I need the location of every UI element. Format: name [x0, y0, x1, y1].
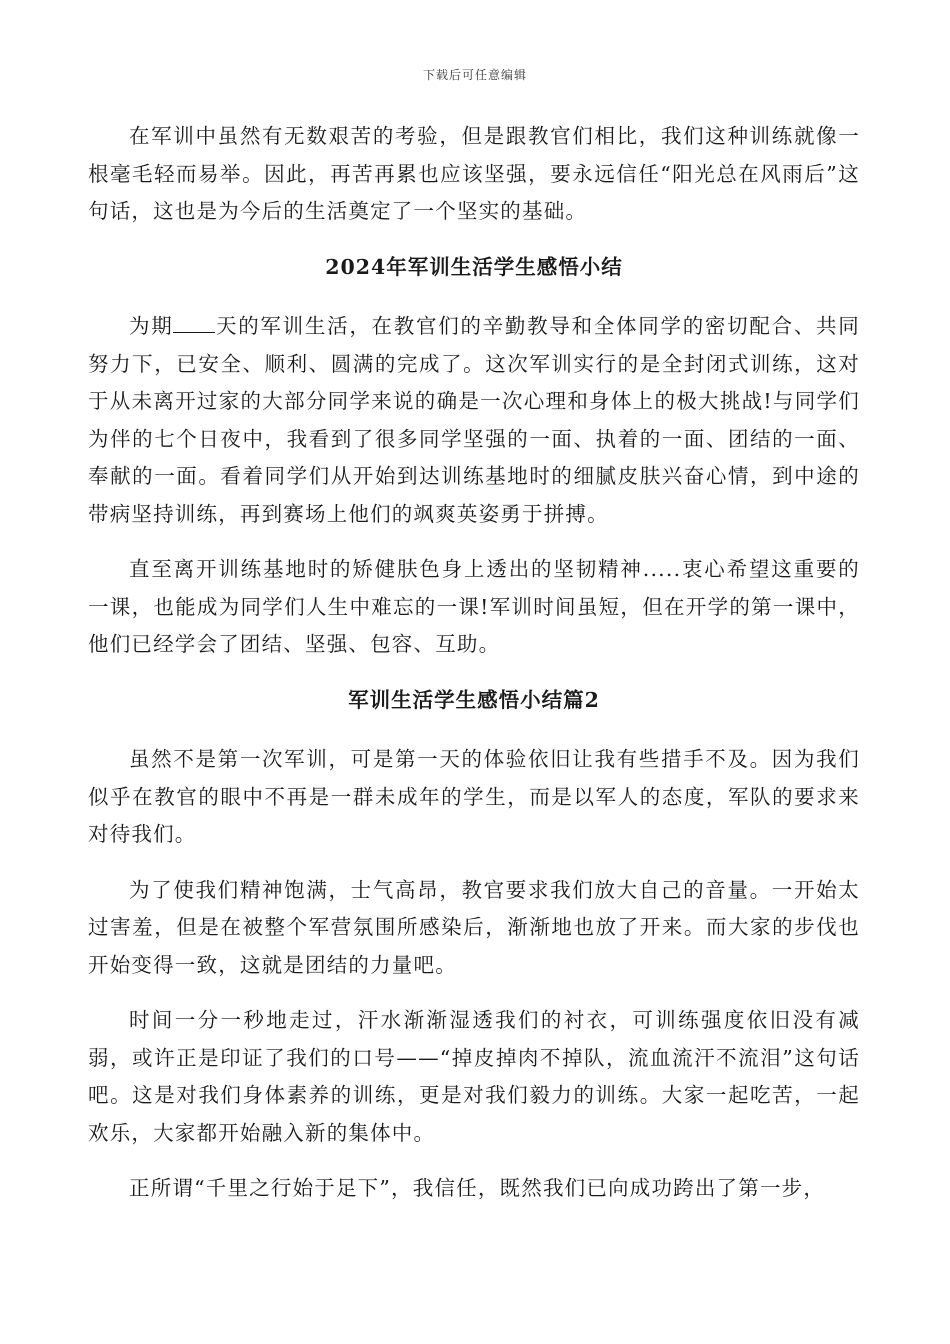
section2-paragraph-3: 时间一分一秒地走过，汗水渐渐湿透我们的衬衣，可训练强度依旧没有减弱，或许正是印证了我们的口号——“掉皮掉肉不掉队，流血流汗不流泪”这句话吧。这是对我们身体素养的训练，更是对我们毅力的训练。大家一起吃苦，一起欢乐，大家都开始融入新的集体中。 [88, 1008, 860, 1145]
section1-paragraph-1-rest: 天的军训生活，在教官们的辛勤教导和全体同学的密切配合、共同努力下，已安全、顺利、圆满的完成了。这次军训实行的是全封闭式训练，这对于从未离开过家的大部分同学来说的确是一次心理和身体上的极大挑战!与同学们为伴的七个日夜中，我看到了很多同学坚强的一面、执着的一面、团结的一面、奉献的一面。看着同学们从开始到达训练基地时的细腻皮肤兴奋心情，到中途的带病坚持训练，再到赛场上他们的飒爽英姿勇于拼搏。 [88, 314, 860, 526]
section2-paragraph-1: 虽然不是第一次军训，可是第一天的体验依旧让我有些措手不及。因为我们似乎在教官的眼中不再是一群未成年的学生，而是以军人的态度，军队的要求来对待我们。 [88, 747, 860, 846]
section1-paragraph-2: 直至离开训练基地时的矫健肤色身上透出的坚韧精神.....衷心希望这重要的一课，也能成为同学们人生中难忘的一课!军训时间虽短，但在开学的第一课中，他们已经学会了团结、坚强、包容、互助。 [88, 557, 860, 656]
intro-paragraph: 在军训中虽然有无数艰苦的考验，但是跟教官们相比，我们这种训练就像一根毫毛轻而易举。因此，再苦再累也应该坚强，要永远信任“阳光总在风雨后”这句话，这也是为今后的生活奠定了一个坚实的基础。 [88, 124, 860, 223]
section2-paragraph-4: 正所谓“千里之行始于足下”，我信任，既然我们已向成功跨出了第一步， [129, 1176, 826, 1200]
section1-paragraph-1-prefix: 为期 [129, 314, 174, 338]
section1-paragraph-1 [88, 308, 860, 533]
section2-paragraph-2: 为了使我们精神饱满，士气高昂，教官要求我们放大自己的音量。一开始太过害羞，但是在被整个军营氛围所感染后，渐渐地也放了开来。而大家的步伐也开始变得一致，这就是团结的力量吧。 [88, 877, 860, 977]
section-title-1: 2024年军训生活学生感悟小结 [325, 254, 623, 279]
header-note: 下载后可任意编辑 [422, 68, 527, 82]
section-title-2: 军训生活学生感悟小结篇2 [348, 687, 600, 712]
fill-in-blank [173, 312, 215, 333]
document-body [88, 118, 860, 1226]
